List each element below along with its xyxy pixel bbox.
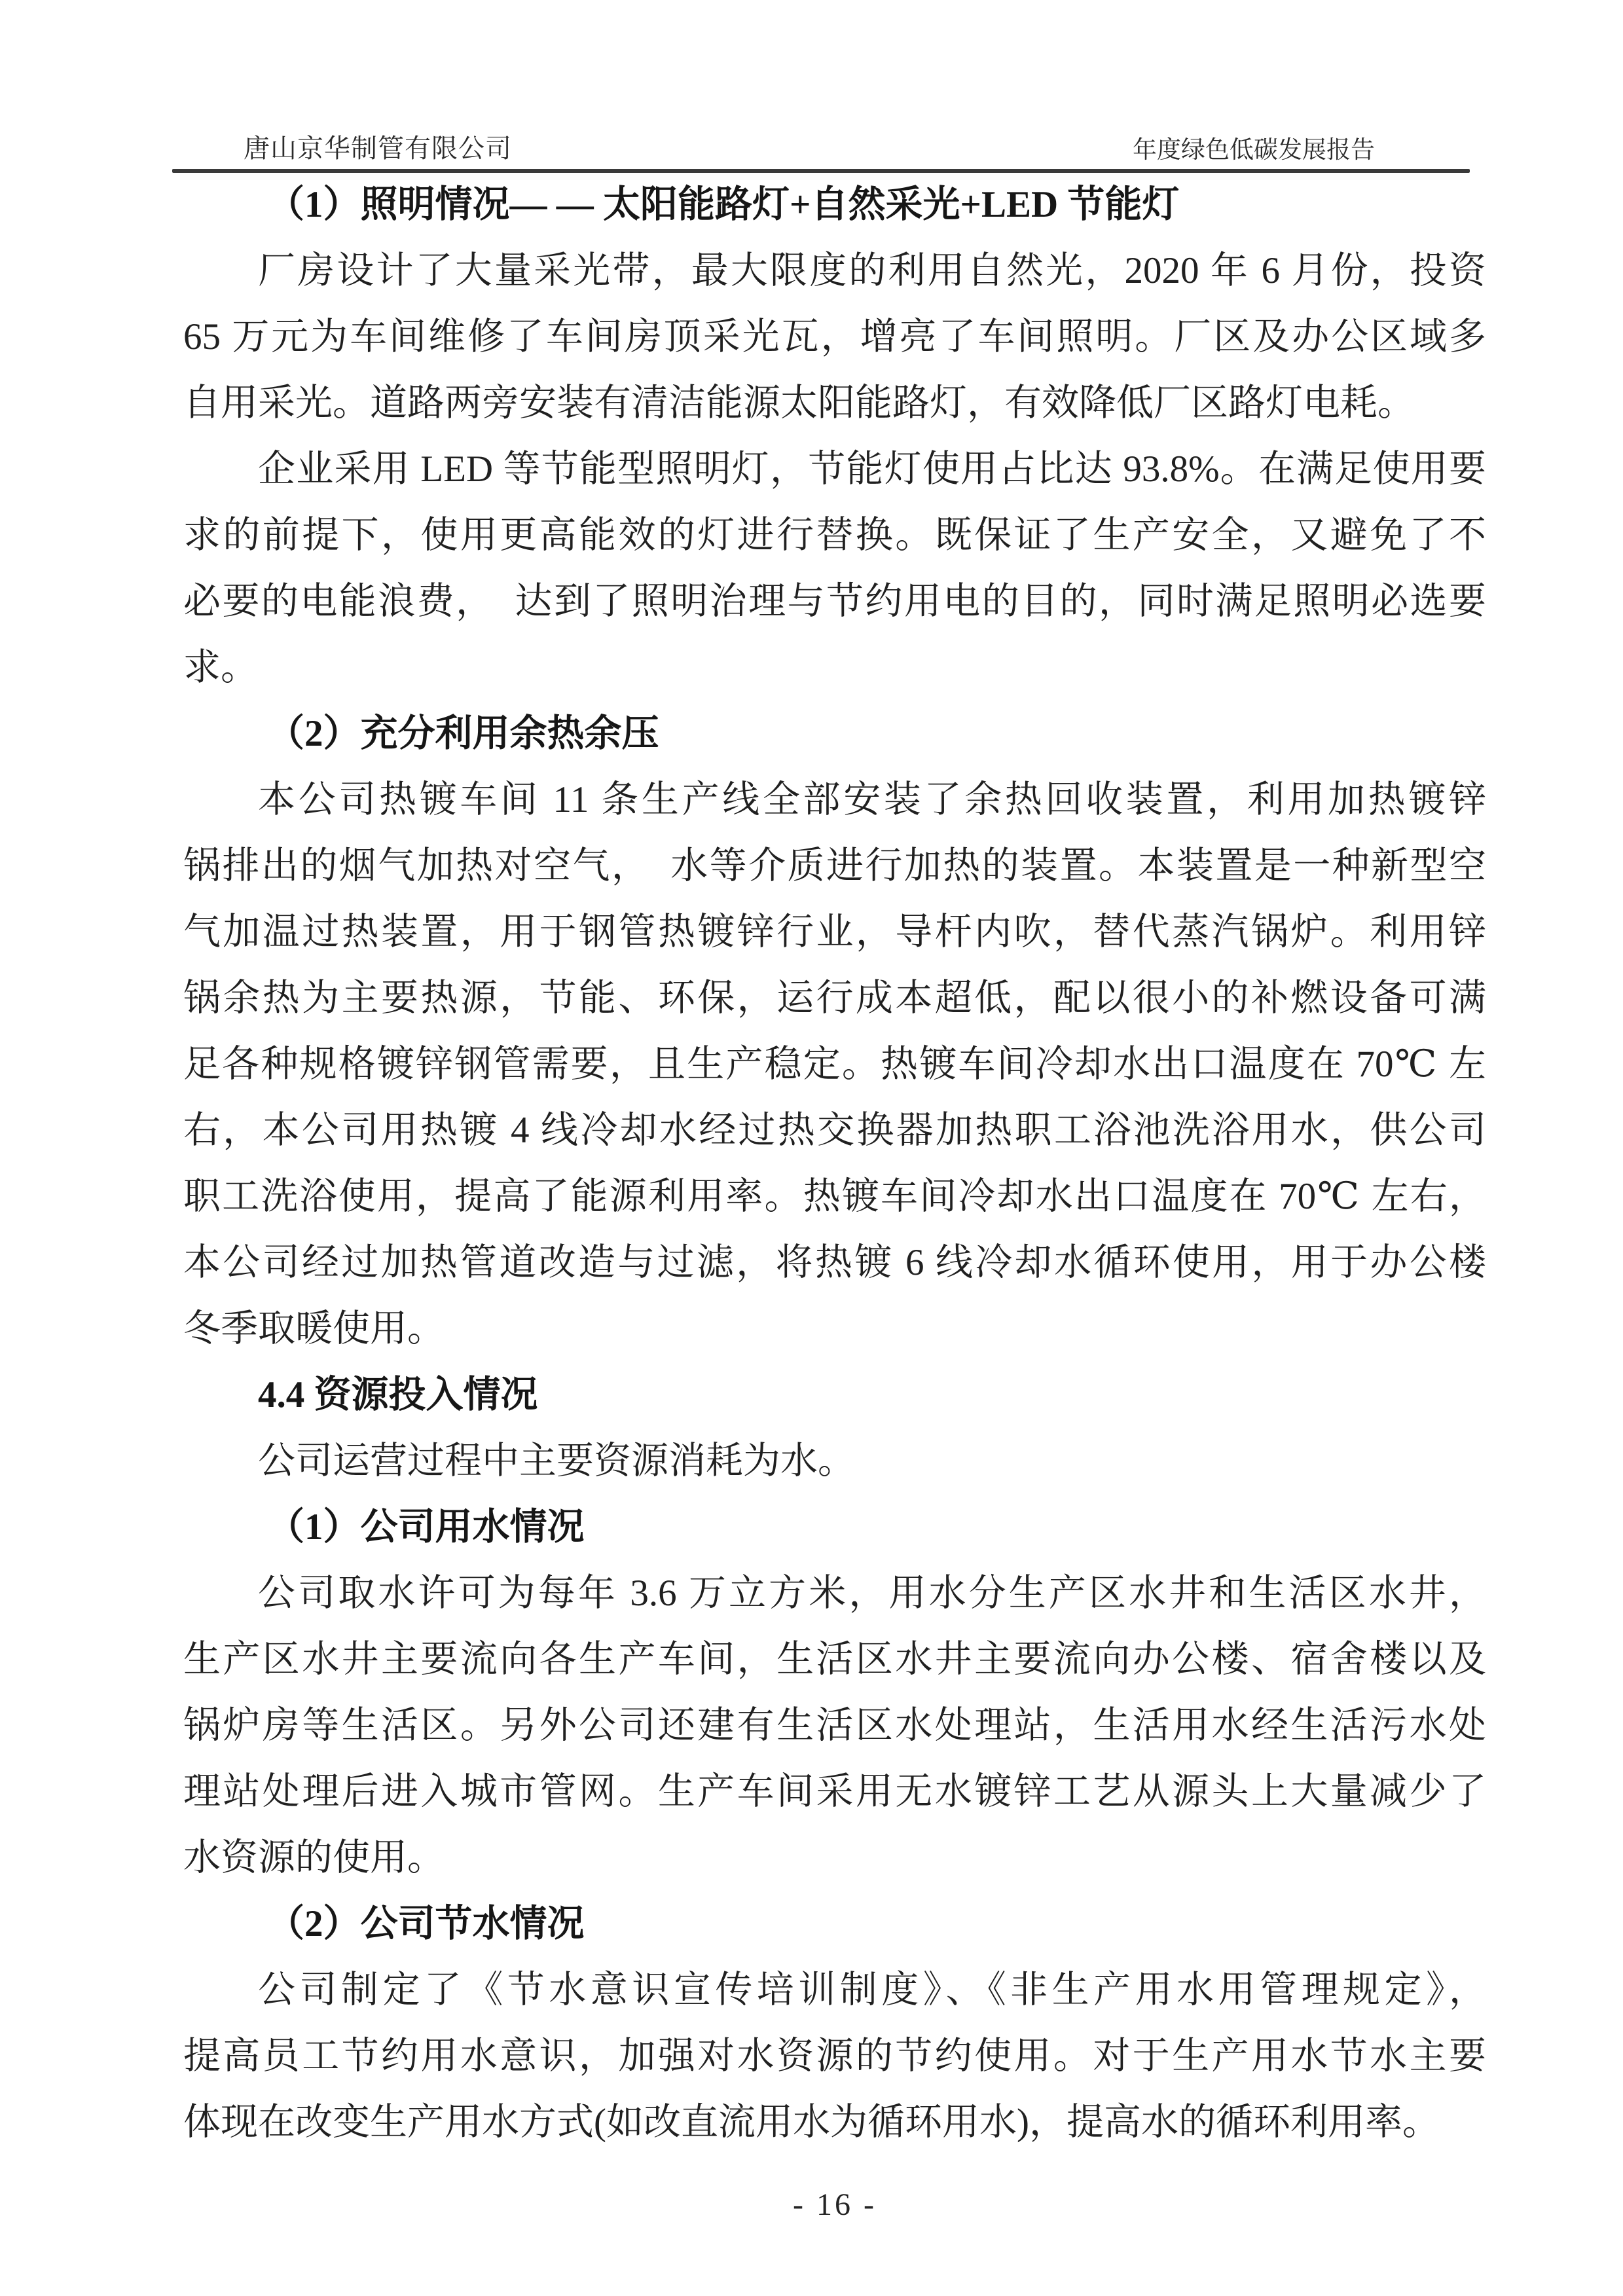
document-body <box>183 172 1486 2155</box>
text-line: 职工洗浴使用，提高了能源利用率。热镀车间冷却水出口温度在 70℃ 左右， <box>183 1176 1486 1217</box>
sub-heading: （2）充分利用余热余压 <box>267 713 659 754</box>
text-line: 锅炉房等生活区。另外公司还建有生活区水处理站，生活用水经生活污水处 <box>183 1705 1486 1746</box>
text-line: 理站处理后进入城市管网。生产车间采用无水镀锌工艺从源头上大量减少了 <box>183 1771 1486 1812</box>
text-line: 企业采用 LED 等节能型照明灯，节能灯使用占比达 93.8%。在满足使用要 <box>258 448 1486 490</box>
sub-heading: （2）公司节水情况 <box>267 1903 585 1944</box>
text-line: 足各种规格镀锌钢管需要，且生产稳定。热镀车间冷却水出口温度在 70℃ 左 <box>183 1044 1486 1085</box>
text-line: 体现在改变生产用水方式(如改直流用水为循环用水)，提高水的循环利用率。 <box>183 2102 1440 2143</box>
text-line: 求。 <box>183 647 258 688</box>
text-line: 提高员工节约用水意识，加强对水资源的节约使用。对于生产用水节水主要 <box>183 2035 1486 2077</box>
text-line: 本公司经过加热管道改造与过滤，将热镀 6 线冷却水循环使用，用于办公楼 <box>183 1242 1486 1283</box>
text-line: 自用采光。道路两旁安装有清洁能源太阳能路灯，有效降低厂区路灯电耗。 <box>183 382 1415 424</box>
text-line: 65 万元为车间维修了车间房顶采光瓦，增亮了车间照明。厂区及办公区域多 <box>183 316 1486 357</box>
text-line: 本公司热镀车间 11 条生产线全部安装了余热回收装置，利用加热镀锌 <box>258 779 1486 820</box>
text-line: 公司取水许可为每年 3.6 万立方米，用水分生产区水井和生活区水井， <box>258 1573 1486 1614</box>
header-report-title: 年度绿色低碳发展报告 <box>1133 137 1375 164</box>
text-line: 气加温过热装置，用于钢管热镀锌行业，导杆内吹，替代蒸汽锅炉。利用锌 <box>183 911 1486 953</box>
text-line: 右，本公司用热镀 4 线冷却水经过热交换器加热职工浴池洗浴用水，供公司 <box>183 1110 1486 1151</box>
text-line: 水资源的使用。 <box>183 1837 445 1878</box>
section-heading: 4.4 资源投入情况 <box>258 1374 538 1415</box>
page-number: - 16 - <box>793 2187 877 2222</box>
text-line: 必要的电能浪费， 达到了照明治理与节约用电的目的，同时满足照明必选要 <box>183 581 1486 622</box>
text-line: 锅余热为主要热源，节能、环保，运行成本超低，配以很小的补燃设备可满 <box>183 977 1486 1019</box>
text-line: 生产区水井主要流向各生产车间，生活区水井主要流向办公楼、宿舍楼以及 <box>183 1639 1486 1680</box>
text-line: 厂房设计了大量采光带，最大限度的利用自然光，2020 年 6 月份，投资 <box>258 250 1486 291</box>
text-line: 求的前提下，使用更高能效的灯进行替换。既保证了生产安全，又避免了不 <box>183 515 1486 556</box>
text-line: 锅排出的烟气加热对空气， 水等介质进行加热的装置。本装置是一种新型空 <box>183 845 1486 886</box>
text-line: 公司制定了《节水意识宣传培训制度》、《非生产用水用管理规定》， <box>258 1969 1486 2011</box>
text-line: 公司运营过程中主要资源消耗为水。 <box>258 1440 855 1482</box>
sub-heading: （1）公司用水情况 <box>267 1506 585 1548</box>
header-company-name: 唐山京华制管有限公司 <box>244 134 512 163</box>
text-line: 冬季取暖使用。 <box>183 1308 445 1349</box>
sub-heading: （1）照明情况— — 太阳能路灯+自然采光+LED 节能灯 <box>267 184 1180 225</box>
